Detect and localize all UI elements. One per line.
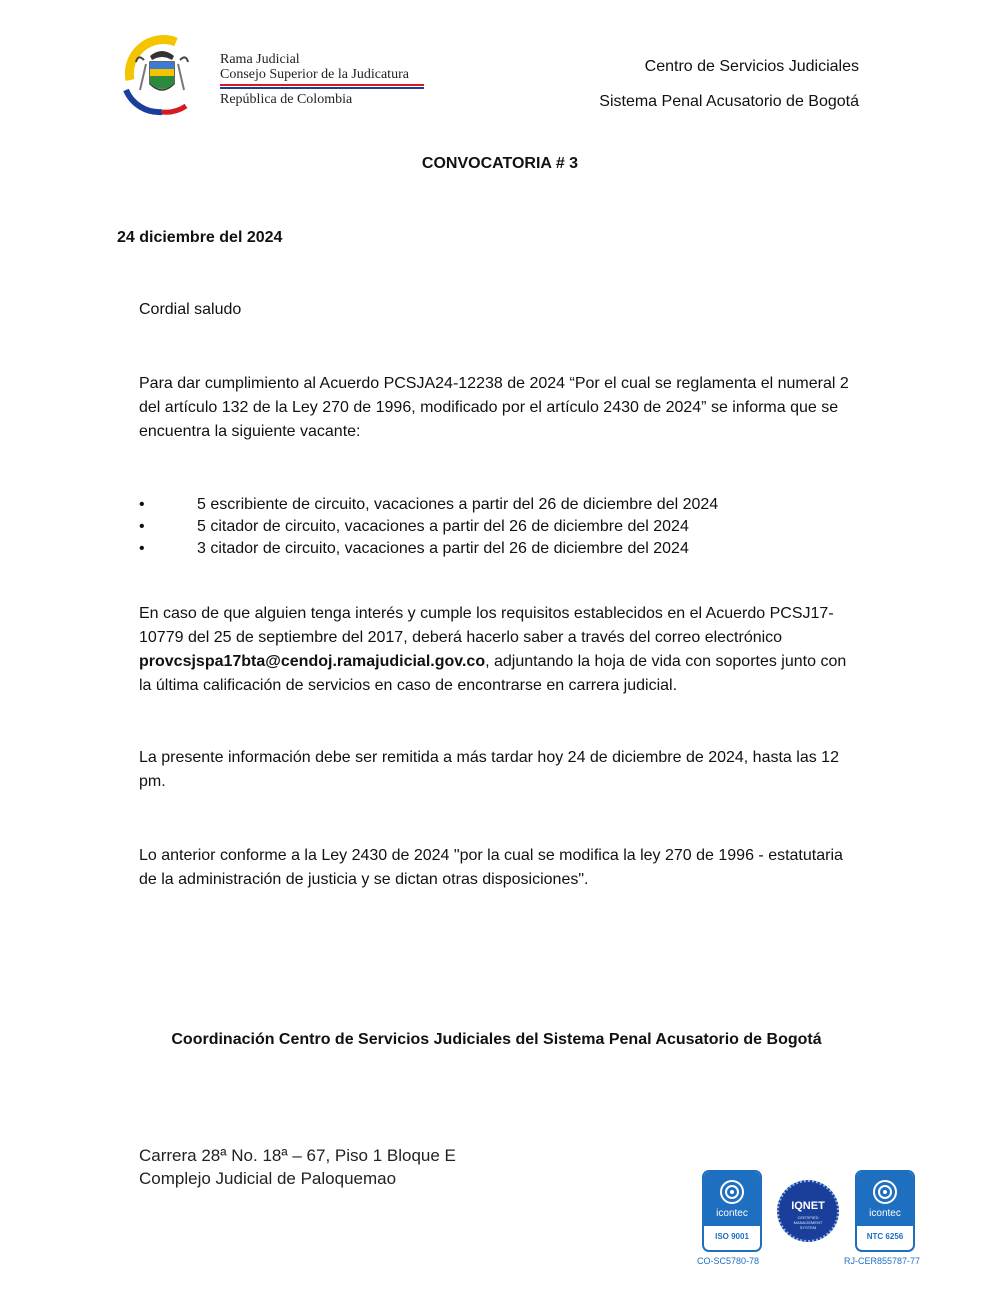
document-title: CONVOCATORIA # 3 bbox=[421, 155, 579, 172]
intro-paragraph: Para dar cumplimiento al Acuerdo PCSJA24-12238 de 2024 “Por el cual se reglamenta el numeral 2 del artículo 132 de la Ley 270 de 1996, modificado por el artículo 2430 de 2024” se informa que se encuentra la siguiente vacante: bbox=[139, 375, 849, 440]
icontec-seal-icon bbox=[871, 1178, 899, 1206]
logo-line-2: Consejo Superior de la Judicatura bbox=[220, 67, 409, 82]
iso-9001-label: ISO 9001 bbox=[715, 1232, 749, 1241]
deadline-paragraph: La presente información debe ser remitida a más tardar hoy 24 de diciembre de 2024, hasta las 12 pm. bbox=[139, 749, 839, 790]
greeting: Cordial saludo bbox=[139, 301, 242, 318]
header-office: Centro de Servicios Judiciales bbox=[644, 58, 859, 75]
iqnet-badge bbox=[777, 1180, 839, 1242]
document-date: 24 diciembre del 2024 bbox=[117, 229, 283, 246]
colombia-coat-of-arms-logo bbox=[116, 34, 212, 116]
address-line-1: Carrera 28ª No. 18ª – 67, Piso 1 Bloque E bbox=[139, 1146, 456, 1165]
legal-paragraph: Lo anterior conforme a la Ley 2430 de 2024 "por la cual se modifica la ley 270 de 1996 - estatutaria de la administración de justicia y se dictan otras disposiciones". bbox=[139, 847, 843, 888]
bullet-glyph: • bbox=[139, 518, 145, 535]
cert-code-right: RJ-CER855787-77 bbox=[844, 1256, 921, 1266]
icontec-label: icontec bbox=[716, 1208, 748, 1219]
contact-email-link[interactable]: provcsjspa17bta@cendoj.ramajudicial.gov.co bbox=[139, 653, 486, 670]
logo-divider bbox=[220, 84, 424, 89]
interest-text-after: , adjuntando la hoja de vida con soportes junto con la última calificación de servicios en caso de encontrarse en carrera judicial. bbox=[139, 653, 847, 694]
logo-line-3: República de Colombia bbox=[220, 92, 353, 107]
ntc-6256-label: NTC 6256 bbox=[866, 1232, 904, 1241]
bullet-glyph: • bbox=[139, 496, 145, 513]
bullet-glyph: • bbox=[139, 540, 145, 557]
logo-line-1: Rama Judicial bbox=[220, 52, 300, 67]
icontec-label: icontec bbox=[869, 1208, 901, 1219]
interest-text-before: En caso de que alguien tenga interés y cumple los requisitos establecidos en el Acuerdo PCSJ17-10779 del 25 de septiembre del 2017, deberá hacerlo saber a través del correo electrónico bbox=[139, 605, 834, 646]
signature-block: Coordinación Centro de Servicios Judiciales del Sistema Penal Acusatorio de Bogotá bbox=[171, 1031, 822, 1048]
vacancy-text: 5 escribiente de circuito, vacaciones a partir del 26 de diciembre del 2024 bbox=[197, 496, 719, 513]
cert-code-left: CO-SC5780-78 bbox=[697, 1256, 760, 1266]
vacancy-item bbox=[139, 516, 863, 538]
vacancy-item bbox=[139, 494, 863, 516]
logo-text bbox=[220, 52, 424, 107]
icontec-iso-badge bbox=[702, 1170, 762, 1252]
vacancy-list bbox=[139, 494, 863, 560]
icontec-seal-icon bbox=[718, 1178, 746, 1206]
address-line-2: Complejo Judicial de Paloquemao bbox=[139, 1169, 397, 1188]
certification-logos bbox=[697, 1168, 923, 1272]
iqnet-label: IQNET bbox=[791, 1200, 825, 1212]
iqnet-sublabel: CERTIFIED MANAGEMENT SYSTEM bbox=[793, 1215, 823, 1230]
vacancy-item bbox=[139, 538, 863, 560]
vacancy-text: 5 citador de circuito, vacaciones a partir del 26 de diciembre del 2024 bbox=[197, 518, 689, 535]
vacancy-text: 3 citador de circuito, vacaciones a partir del 26 de diciembre del 2024 bbox=[197, 540, 689, 557]
icontec-ntc-badge bbox=[855, 1170, 915, 1252]
header-system: Sistema Penal Acusatorio de Bogotá bbox=[599, 93, 859, 110]
interest-paragraph bbox=[139, 602, 863, 698]
